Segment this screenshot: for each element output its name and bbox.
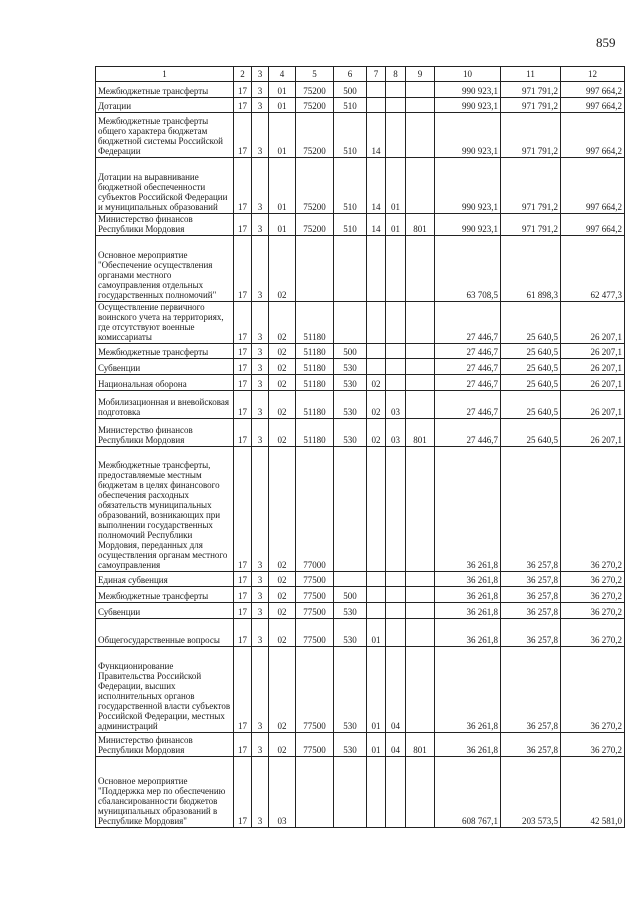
- value-cell: 3: [252, 587, 269, 603]
- value-cell: [406, 619, 435, 647]
- value-cell: 500: [334, 82, 367, 98]
- page-number: 859: [596, 35, 616, 50]
- value-cell: 3: [252, 447, 269, 572]
- value-cell: 3: [252, 98, 269, 113]
- value-cell: 17: [234, 572, 252, 587]
- header-cell: 1: [96, 67, 234, 82]
- value-cell: 27 446,7: [435, 302, 501, 344]
- value-cell: 51180: [296, 302, 334, 344]
- value-cell: 3: [252, 647, 269, 733]
- value-cell: 17: [234, 82, 252, 98]
- value-cell: [386, 375, 406, 391]
- header-cell: 5: [296, 67, 334, 82]
- value-cell: 01: [269, 82, 296, 98]
- value-cell: 77500: [296, 572, 334, 587]
- value-cell: 997 664,2: [561, 82, 625, 98]
- value-cell: 3: [252, 359, 269, 375]
- value-cell: 17: [234, 359, 252, 375]
- table-row: [96, 757, 625, 828]
- row-name-cell: Общегосударственные вопросы: [96, 619, 234, 647]
- value-cell: [367, 757, 386, 828]
- value-cell: 17: [234, 733, 252, 757]
- value-cell: 51180: [296, 419, 334, 447]
- header-cell: 11: [501, 67, 561, 82]
- value-cell: 36 257,8: [501, 619, 561, 647]
- value-cell: [386, 619, 406, 647]
- table-row: [96, 375, 625, 391]
- value-cell: 36 257,8: [501, 572, 561, 587]
- value-cell: 36 270,2: [561, 572, 625, 587]
- value-cell: [367, 302, 386, 344]
- value-cell: 3: [252, 82, 269, 98]
- value-cell: 530: [334, 603, 367, 619]
- row-name-cell: Межбюджетные трансферты: [96, 587, 234, 603]
- table-row: [96, 82, 625, 98]
- value-cell: 02: [367, 375, 386, 391]
- value-cell: 17: [234, 158, 252, 214]
- value-cell: [386, 603, 406, 619]
- value-cell: 971 791,2: [501, 158, 561, 214]
- value-cell: 03: [386, 391, 406, 419]
- value-cell: [406, 572, 435, 587]
- table-row: [96, 603, 625, 619]
- value-cell: 3: [252, 113, 269, 158]
- value-cell: 02: [269, 603, 296, 619]
- value-cell: [367, 236, 386, 302]
- value-cell: 51180: [296, 344, 334, 359]
- value-cell: 36 257,8: [501, 647, 561, 733]
- value-cell: 3: [252, 572, 269, 587]
- value-cell: [334, 236, 367, 302]
- value-cell: 990 923,1: [435, 98, 501, 113]
- table-row: [96, 98, 625, 113]
- value-cell: 990 923,1: [435, 113, 501, 158]
- table-row: [96, 647, 625, 733]
- header-cell: 8: [386, 67, 406, 82]
- value-cell: [296, 236, 334, 302]
- header-cell: 2: [234, 67, 252, 82]
- row-name-cell: Субвенции: [96, 603, 234, 619]
- value-cell: 26 207,1: [561, 359, 625, 375]
- value-cell: 36 261,8: [435, 647, 501, 733]
- value-cell: 17: [234, 98, 252, 113]
- value-cell: 971 791,2: [501, 98, 561, 113]
- value-cell: 17: [234, 344, 252, 359]
- value-cell: 75200: [296, 158, 334, 214]
- row-name-cell: Межбюджетные трансферты общего характера бюджетам бюджетной системы Российской Федерации: [96, 113, 234, 158]
- value-cell: 26 207,1: [561, 344, 625, 359]
- row-name-cell: Министерство финансов Республики Мордовия: [96, 214, 234, 236]
- value-cell: 02: [269, 302, 296, 344]
- value-cell: 17: [234, 113, 252, 158]
- value-cell: 02: [269, 733, 296, 757]
- value-cell: 01: [386, 158, 406, 214]
- value-cell: [367, 98, 386, 113]
- value-cell: 801: [406, 214, 435, 236]
- value-cell: [367, 359, 386, 375]
- value-cell: 17: [234, 214, 252, 236]
- row-name-cell: Дотации: [96, 98, 234, 113]
- value-cell: 75200: [296, 98, 334, 113]
- value-cell: 25 640,5: [501, 302, 561, 344]
- value-cell: 510: [334, 113, 367, 158]
- value-cell: 01: [269, 158, 296, 214]
- value-cell: 02: [269, 647, 296, 733]
- value-cell: 36 261,8: [435, 733, 501, 757]
- value-cell: 3: [252, 419, 269, 447]
- value-cell: 3: [252, 344, 269, 359]
- value-cell: 02: [269, 619, 296, 647]
- value-cell: 17: [234, 419, 252, 447]
- value-cell: 75200: [296, 113, 334, 158]
- table-body: [96, 67, 625, 828]
- value-cell: [406, 359, 435, 375]
- table-row: [96, 359, 625, 375]
- row-name-cell: Основное мероприятие "Поддержка мер по обеспечению сбалансированности бюджетов муниципальных образований в Республике Мордовия": [96, 757, 234, 828]
- value-cell: 25 640,5: [501, 359, 561, 375]
- value-cell: 530: [334, 359, 367, 375]
- value-cell: 971 791,2: [501, 82, 561, 98]
- value-cell: [406, 375, 435, 391]
- value-cell: 3: [252, 158, 269, 214]
- value-cell: 36 270,2: [561, 647, 625, 733]
- value-cell: [406, 757, 435, 828]
- row-name-cell: Межбюджетные трансферты: [96, 82, 234, 98]
- budget-table: [95, 66, 625, 828]
- value-cell: [367, 344, 386, 359]
- value-cell: 02: [367, 419, 386, 447]
- value-cell: 36 261,8: [435, 447, 501, 572]
- value-cell: 04: [386, 647, 406, 733]
- value-cell: 36 270,2: [561, 603, 625, 619]
- value-cell: 3: [252, 391, 269, 419]
- value-cell: [406, 82, 435, 98]
- row-name-cell: Министерство финансов Республики Мордовия: [96, 419, 234, 447]
- value-cell: 51180: [296, 359, 334, 375]
- value-cell: [386, 587, 406, 603]
- value-cell: [386, 98, 406, 113]
- value-cell: [367, 447, 386, 572]
- value-cell: 3: [252, 236, 269, 302]
- value-cell: 77500: [296, 733, 334, 757]
- value-cell: 17: [234, 391, 252, 419]
- value-cell: 17: [234, 375, 252, 391]
- value-cell: [367, 82, 386, 98]
- value-cell: 608 767,1: [435, 757, 501, 828]
- row-name-cell: Субвенции: [96, 359, 234, 375]
- header-cell: 12: [561, 67, 625, 82]
- value-cell: 3: [252, 214, 269, 236]
- table-row: [96, 447, 625, 572]
- value-cell: 36 257,8: [501, 587, 561, 603]
- value-cell: 530: [334, 391, 367, 419]
- value-cell: 997 664,2: [561, 113, 625, 158]
- header-cell: 9: [406, 67, 435, 82]
- value-cell: 36 257,8: [501, 603, 561, 619]
- value-cell: [406, 98, 435, 113]
- value-cell: 27 446,7: [435, 344, 501, 359]
- value-cell: 500: [334, 587, 367, 603]
- value-cell: 25 640,5: [501, 391, 561, 419]
- value-cell: 01: [269, 98, 296, 113]
- value-cell: 02: [269, 587, 296, 603]
- value-cell: 62 477,3: [561, 236, 625, 302]
- value-cell: 801: [406, 419, 435, 447]
- value-cell: [334, 572, 367, 587]
- value-cell: 971 791,2: [501, 214, 561, 236]
- value-cell: [386, 302, 406, 344]
- value-cell: 36 270,2: [561, 619, 625, 647]
- value-cell: 25 640,5: [501, 419, 561, 447]
- value-cell: 61 898,3: [501, 236, 561, 302]
- value-cell: 36 270,2: [561, 733, 625, 757]
- value-cell: 77500: [296, 603, 334, 619]
- value-cell: 77000: [296, 447, 334, 572]
- value-cell: 530: [334, 647, 367, 733]
- value-cell: 26 207,1: [561, 419, 625, 447]
- value-cell: [406, 302, 435, 344]
- value-cell: 02: [269, 391, 296, 419]
- value-cell: 17: [234, 757, 252, 828]
- value-cell: 02: [269, 359, 296, 375]
- value-cell: 801: [406, 733, 435, 757]
- value-cell: 14: [367, 158, 386, 214]
- value-cell: 14: [367, 113, 386, 158]
- value-cell: 51180: [296, 391, 334, 419]
- value-cell: 990 923,1: [435, 158, 501, 214]
- value-cell: 36 261,8: [435, 603, 501, 619]
- value-cell: 25 640,5: [501, 375, 561, 391]
- value-cell: [406, 587, 435, 603]
- value-cell: [406, 391, 435, 419]
- value-cell: [406, 344, 435, 359]
- value-cell: 01: [269, 214, 296, 236]
- table-row: [96, 236, 625, 302]
- table-row: [96, 158, 625, 214]
- value-cell: 997 664,2: [561, 158, 625, 214]
- value-cell: 36 261,8: [435, 619, 501, 647]
- table-row: [96, 344, 625, 359]
- value-cell: 3: [252, 603, 269, 619]
- value-cell: 203 573,5: [501, 757, 561, 828]
- value-cell: 51180: [296, 375, 334, 391]
- table-row: [96, 214, 625, 236]
- value-cell: 3: [252, 302, 269, 344]
- value-cell: 02: [269, 344, 296, 359]
- value-cell: 03: [386, 419, 406, 447]
- row-name-cell: Осуществление первичного воинского учета на территориях, где отсутствуют военные комиссариаты: [96, 302, 234, 344]
- value-cell: 27 446,7: [435, 375, 501, 391]
- value-cell: [406, 603, 435, 619]
- value-cell: 17: [234, 587, 252, 603]
- value-cell: 03: [269, 757, 296, 828]
- value-cell: [386, 447, 406, 572]
- value-cell: 17: [234, 603, 252, 619]
- value-cell: [334, 447, 367, 572]
- value-cell: 17: [234, 619, 252, 647]
- header-cell: 3: [252, 67, 269, 82]
- value-cell: 530: [334, 419, 367, 447]
- value-cell: 26 207,1: [561, 391, 625, 419]
- value-cell: 17: [234, 647, 252, 733]
- value-cell: 3: [252, 757, 269, 828]
- header-row: [96, 67, 625, 82]
- value-cell: 77500: [296, 647, 334, 733]
- value-cell: [367, 572, 386, 587]
- value-cell: 36 261,8: [435, 587, 501, 603]
- value-cell: [406, 158, 435, 214]
- value-cell: 26 207,1: [561, 375, 625, 391]
- value-cell: [334, 302, 367, 344]
- value-cell: 02: [269, 236, 296, 302]
- value-cell: 971 791,2: [501, 113, 561, 158]
- table-row: [96, 587, 625, 603]
- value-cell: 42 581,0: [561, 757, 625, 828]
- header-cell: 6: [334, 67, 367, 82]
- value-cell: [386, 113, 406, 158]
- value-cell: [406, 236, 435, 302]
- value-cell: [406, 113, 435, 158]
- value-cell: 990 923,1: [435, 82, 501, 98]
- row-name-cell: Межбюджетные трансферты, предоставляемые местным бюджетам в целях финансового обеспечения расходных обязательств муниципальных образований, возникающих при выполнении государственных полномочий Республики Мордовия, переданных для осуществления органам местного самоуправления: [96, 447, 234, 572]
- value-cell: 77500: [296, 619, 334, 647]
- value-cell: 01: [269, 113, 296, 158]
- row-name-cell: Межбюджетные трансферты: [96, 344, 234, 359]
- value-cell: 04: [386, 733, 406, 757]
- value-cell: 75200: [296, 214, 334, 236]
- value-cell: 02: [269, 572, 296, 587]
- value-cell: 36 257,8: [501, 447, 561, 572]
- value-cell: 530: [334, 375, 367, 391]
- header-cell: 4: [269, 67, 296, 82]
- table-row: [96, 419, 625, 447]
- value-cell: 36 257,8: [501, 733, 561, 757]
- value-cell: 17: [234, 302, 252, 344]
- table-row: [96, 619, 625, 647]
- value-cell: 510: [334, 158, 367, 214]
- value-cell: 997 664,2: [561, 214, 625, 236]
- value-cell: [386, 359, 406, 375]
- value-cell: 02: [367, 391, 386, 419]
- value-cell: [386, 344, 406, 359]
- value-cell: 500: [334, 344, 367, 359]
- value-cell: 75200: [296, 82, 334, 98]
- value-cell: 77500: [296, 587, 334, 603]
- value-cell: 01: [367, 733, 386, 757]
- header-cell: 7: [367, 67, 386, 82]
- value-cell: 63 708,5: [435, 236, 501, 302]
- row-name-cell: Функционирование Правительства Российской Федерации, высших исполнительных органов государственной власти субъектов Российской Федерации, местных администраций: [96, 647, 234, 733]
- value-cell: 990 923,1: [435, 214, 501, 236]
- value-cell: 17: [234, 236, 252, 302]
- row-name-cell: Национальная оборона: [96, 375, 234, 391]
- value-cell: 3: [252, 733, 269, 757]
- table-row: [96, 391, 625, 419]
- value-cell: 26 207,1: [561, 302, 625, 344]
- value-cell: [386, 82, 406, 98]
- value-cell: 14: [367, 214, 386, 236]
- table-row: [96, 733, 625, 757]
- value-cell: 997 664,2: [561, 98, 625, 113]
- table-row: [96, 572, 625, 587]
- value-cell: 25 640,5: [501, 344, 561, 359]
- value-cell: 27 446,7: [435, 359, 501, 375]
- value-cell: 510: [334, 214, 367, 236]
- table-row: [96, 302, 625, 344]
- value-cell: [296, 757, 334, 828]
- value-cell: 36 261,8: [435, 572, 501, 587]
- table-row: [96, 113, 625, 158]
- row-name-cell: Министерство финансов Республики Мордовия: [96, 733, 234, 757]
- value-cell: [367, 587, 386, 603]
- value-cell: 530: [334, 733, 367, 757]
- value-cell: 02: [269, 447, 296, 572]
- row-name-cell: Дотации на выравнивание бюджетной обеспеченности субъектов Российской Федерации и муниципальных образований: [96, 158, 234, 214]
- value-cell: [386, 757, 406, 828]
- value-cell: [367, 603, 386, 619]
- value-cell: 27 446,7: [435, 419, 501, 447]
- value-cell: 02: [269, 419, 296, 447]
- value-cell: 36 270,2: [561, 447, 625, 572]
- value-cell: [334, 757, 367, 828]
- value-cell: 510: [334, 98, 367, 113]
- value-cell: 530: [334, 619, 367, 647]
- value-cell: 01: [386, 214, 406, 236]
- value-cell: 01: [367, 647, 386, 733]
- value-cell: 3: [252, 375, 269, 391]
- value-cell: [386, 236, 406, 302]
- row-name-cell: Основное мероприятие "Обеспечение осуществления органами местного самоуправления отдельных государственных полномочий": [96, 236, 234, 302]
- value-cell: 27 446,7: [435, 391, 501, 419]
- row-name-cell: Единая субвенция: [96, 572, 234, 587]
- row-name-cell: Мобилизационная и вневойсковая подготовка: [96, 391, 234, 419]
- value-cell: 01: [367, 619, 386, 647]
- value-cell: 17: [234, 447, 252, 572]
- value-cell: [406, 647, 435, 733]
- value-cell: 36 270,2: [561, 587, 625, 603]
- value-cell: 3: [252, 619, 269, 647]
- value-cell: 02: [269, 375, 296, 391]
- header-cell: 10: [435, 67, 501, 82]
- value-cell: [406, 447, 435, 572]
- value-cell: [386, 572, 406, 587]
